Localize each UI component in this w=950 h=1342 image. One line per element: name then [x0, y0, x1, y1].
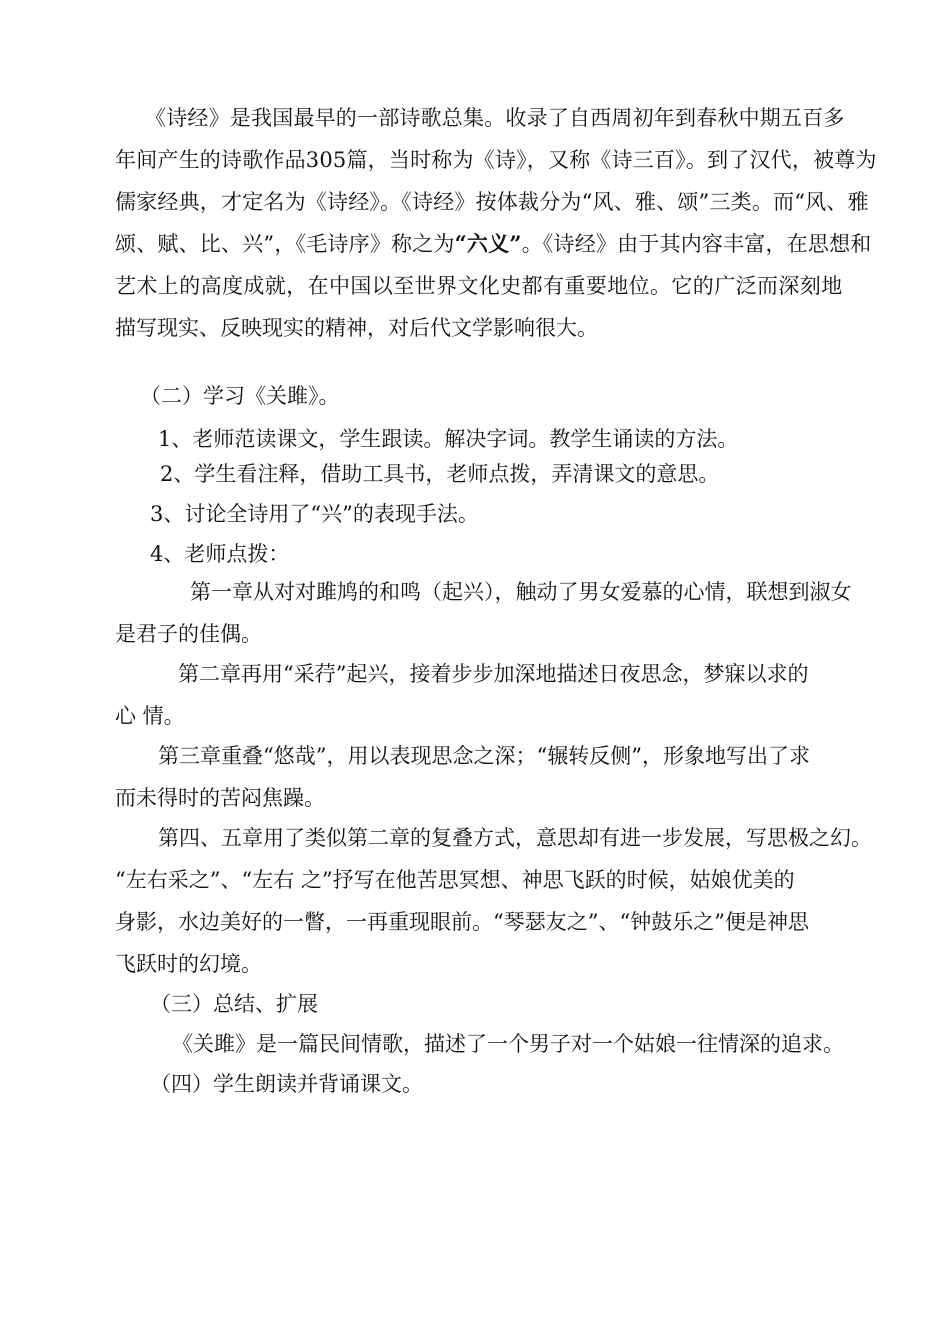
summary-text: 《关雎》是一篇民间情歌，描述了一个男子对一个姑娘一往情深的追求。: [172, 1032, 844, 1056]
intro-line-1: 《诗经》是我国最早的一部诗歌总集。收录了自西周初年到春秋中期五百多: [145, 106, 845, 130]
intro-line-2: 年间产生的诗歌作品305篇，当时称为《诗》，又称《诗三百》。到了汉代，被尊为: [115, 148, 877, 172]
section-4-heading: （四）学生朗读并背诵课文。: [150, 1072, 423, 1096]
chapter-1-line-a: 第一章从对对雎鸠的和鸣（起兴），触动了男女爱慕的心情，联想到淑女: [190, 580, 852, 604]
section-3-heading: （三）总结、扩展: [150, 992, 318, 1016]
chapter-1-line-b: 是君子的佳偶。: [115, 622, 262, 646]
liuyi-bold-term: “六义”: [454, 231, 522, 256]
intro-line-3: 儒家经典，才定名为《诗经》。《诗经》按体裁分为“风、雅、颂”三类。而“风、雅: [115, 190, 869, 214]
chapter-2-line-a: 第二章再用“采荇”起兴，接着步步加深地描述日夜思念，梦寐以求的: [178, 662, 809, 686]
chapter-3-line-b: 而未得时的苦闷焦躁。: [115, 786, 325, 810]
step-1: 1、老师范读课文，学生跟读。解决字词。教学生诵读的方法。: [158, 427, 739, 451]
chapter-3-line-a: 第三章重叠“悠哉”，用以表现思念之深；“辗转反侧”，形象地写出了求: [158, 744, 810, 768]
chapter-2-line-b: 心 情。: [115, 704, 185, 728]
section-2-heading: （二）学习《关雎》。: [140, 384, 340, 408]
step-4: 4、老师点拨：: [150, 542, 290, 566]
intro-line-4-text-b: 。《诗经》由于其内容丰富，在思想和: [521, 232, 872, 256]
intro-line-4-text-a: 颂、赋、比、兴”，《毛诗序》称之为: [115, 232, 455, 256]
chapter-45-line-c: 身影，水边美好的一瞥，一再重现眼前。“琴瑟友之”、“钟鼓乐之”便是神思: [115, 910, 809, 934]
intro-line-6: 描写现实、反映现实的精神，对后代文学影响很大。: [115, 316, 598, 340]
chapter-45-line-b: “左右采之”、“左右 之”抒写在他苦思冥想、神思飞跃的时候，姑娘优美的: [115, 868, 795, 892]
intro-line-5: 艺术上的高度成就，在中国以至世界文化史都有重要地位。它的广泛而深刻地: [115, 274, 843, 298]
step-3: 3、讨论全诗用了“兴”的表现手法。: [150, 502, 479, 526]
chapter-45-line-d: 飞跃时的幻境。: [115, 952, 262, 976]
chapter-45-line-a: 第四、五章用了类似第二章的复叠方式，意思却有进一步发展，写思极之幻。: [158, 826, 872, 850]
step-2: 2、学生看注释，借助工具书，老师点拨，弄清课文的意思。: [160, 462, 720, 486]
intro-line-4: [115, 230, 872, 258]
